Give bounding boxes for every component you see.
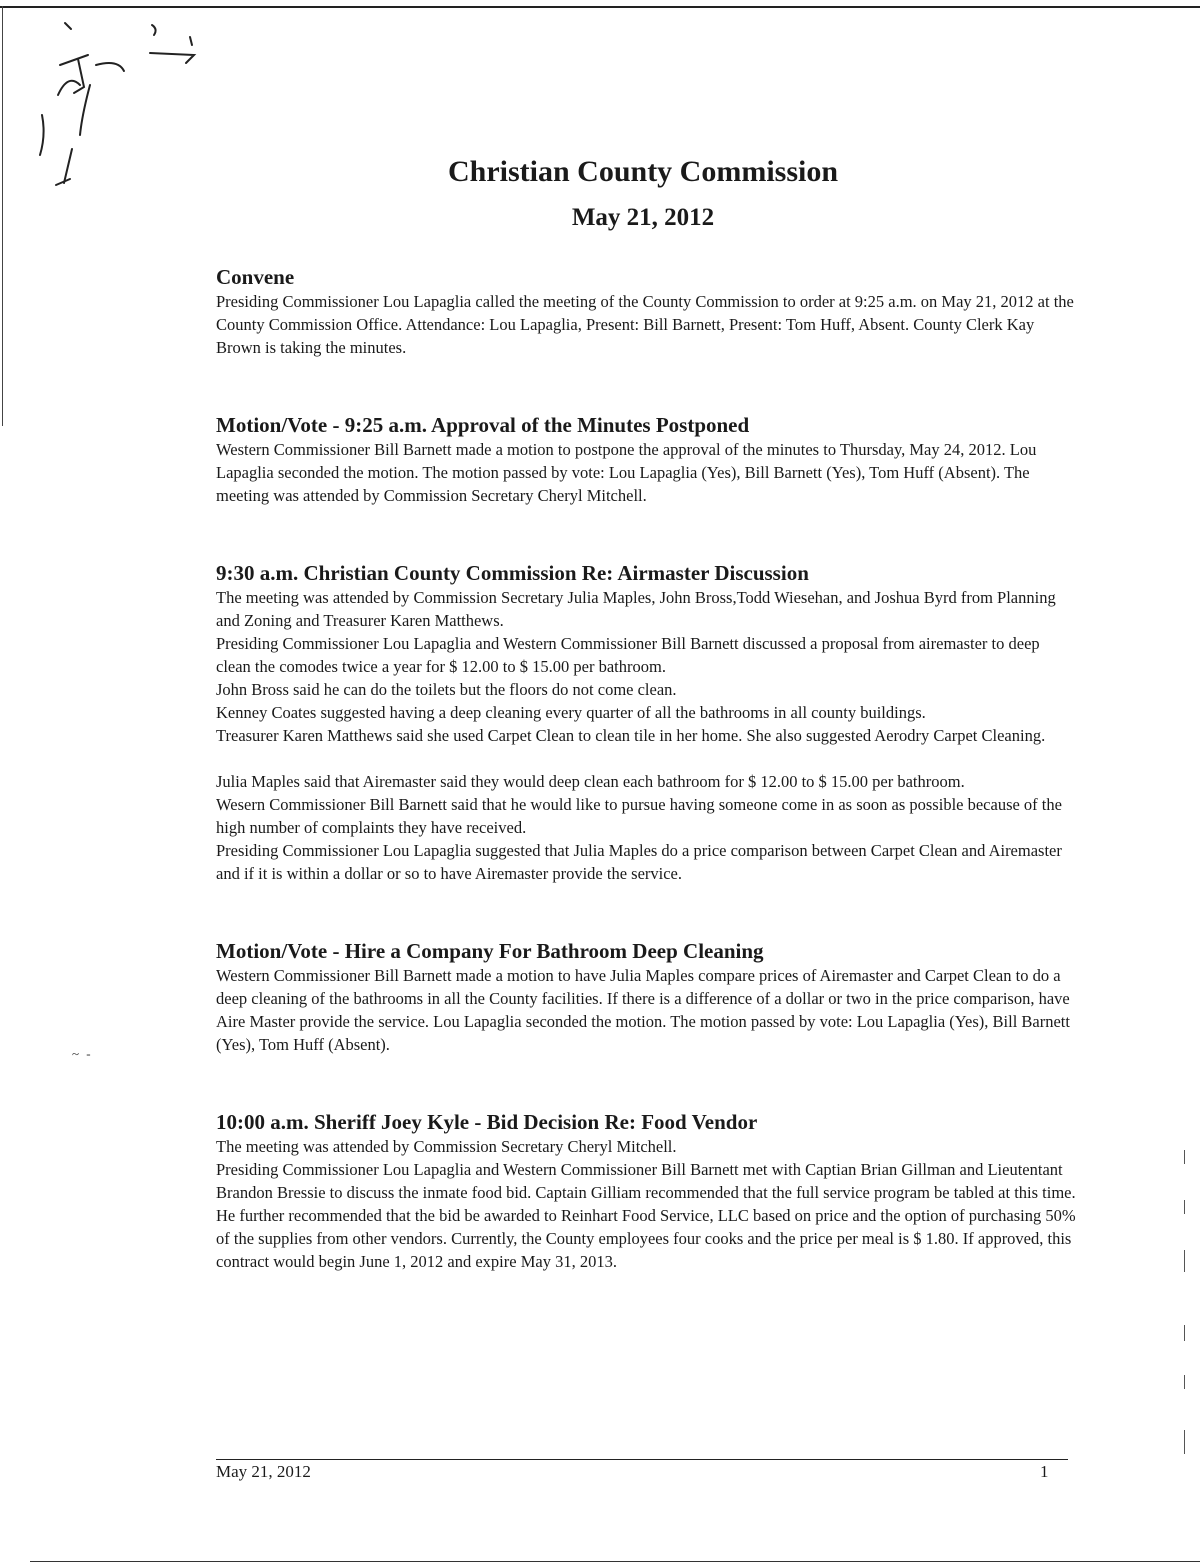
section-paragraph: Presiding Commissioner Lou Lapaglia and Western Commissioner Bill Barnett met with Captian Brian Gillman and Lieutentant Brandon Bressie to discuss the inmate food bid. Captain Gilliam recommended that the full service program be tabled at this time. He further recommended that the bid be awarded to Reinhart Food Service, LLC based on price and the option of purchasing 50% of the supplies from other vendors. Currently, the County employees four cooks and the price per meal is $ 1.80. If approved, this contract would begin June 1, 2012 and expire May 31, 2013. xyxy=(216,1160,1076,1271)
section-paragraph: Presiding Commissioner Lou Lapaglia called the meeting of the County Commission to order at 9:25 a.m. on May 21, 2012 at the County Commission Office. Attendance: Lou Lapaglia, Present: Bill Barnett, Present: Tom Huff, Absent. County Clerk Kay Brown is taking the minutes. xyxy=(216,292,1074,357)
section-heading: 10:00 a.m. Sheriff Joey Kyle - Bid Decision Re: Food Vendor xyxy=(216,1110,758,1134)
footer-rule xyxy=(216,1459,1068,1460)
scan-bottom-border xyxy=(30,1561,1200,1562)
section-paragraph: Presiding Commissioner Lou Lapaglia and Western Commissioner Bill Barnett discussed a proposal from airemaster to deep clean the comodes twice a year for $ 12.00 to $ 15.00 per bathroom. xyxy=(216,634,1040,676)
minutes-body xyxy=(216,264,1076,1273)
section-heading: Motion/Vote - 9:25 a.m. Approval of the Minutes Postponed xyxy=(216,413,750,437)
scan-top-border xyxy=(0,6,1200,8)
section-food-vendor-bid xyxy=(216,1109,1076,1273)
paragraph-spacer xyxy=(216,747,1076,770)
scan-right-ticks xyxy=(1184,1150,1188,1480)
section-paragraph: Kenney Coates suggested having a deep cleaning every quarter of all the bathrooms in all county buildings. xyxy=(216,703,926,722)
section-spacer xyxy=(216,1056,1076,1109)
section-airmaster-discussion xyxy=(216,560,1076,885)
section-paragraph: Western Commissioner Bill Barnett made a motion to postpone the approval of the minutes to Thursday, May 24, 2012. Lou Lapaglia seconded the motion. The motion passed by vote: Lou Lapaglia (Yes), Bill Barnett (Yes), Tom Huff (Absent). The meeting was attended by Commission Secretary Cheryl Mitchell. xyxy=(216,440,1037,505)
document-title: Christian County Commission xyxy=(447,155,839,188)
section-minutes-postponed xyxy=(216,412,1076,507)
section-convene xyxy=(216,264,1076,359)
section-spacer xyxy=(216,359,1076,412)
section-paragraph: Presiding Commissioner Lou Lapaglia suggested that Julia Maples do a price comparison between Carpet Clean and Airemaster and if it is within a dollar or so to have Airemaster provide the service. xyxy=(216,841,1062,883)
section-bathroom-cleaning-motion xyxy=(216,938,1076,1056)
section-paragraph: John Bross said he can do the toilets but the floors do not come clean. xyxy=(216,680,677,699)
section-paragraph: Wesern Commissioner Bill Barnett said that he would like to pursue having someone come in as soon as possible because of the high number of complaints they have received. xyxy=(216,795,1062,837)
document-date: May 21, 2012 xyxy=(571,204,715,231)
section-paragraph: The meeting was attended by Commission Secretary Julia Maples, John Bross,Todd Wiesehan, and Joshua Byrd from Planning and Zoning and Treasurer Karen Matthews. xyxy=(216,588,1056,630)
section-spacer xyxy=(216,885,1076,938)
section-paragraph: Treasurer Karen Matthews said she used Carpet Clean to clean tile in her home. She also suggested Aerodry Carpet Cleaning. xyxy=(216,726,1046,745)
section-paragraph: The meeting was attended by Commission Secretary Cheryl Mitchell. xyxy=(216,1137,677,1156)
section-spacer xyxy=(216,507,1076,560)
section-paragraph: Julia Maples said that Airemaster said they would deep clean each bathroom for $ 12.00 to $ 15.00 per bathroom. xyxy=(216,772,965,791)
page-number: 1 xyxy=(1040,1462,1049,1481)
section-heading: Motion/Vote - Hire a Company For Bathroom Deep Cleaning xyxy=(216,939,764,963)
footer-date: May 21, 2012 xyxy=(216,1462,311,1481)
section-heading: 9:30 a.m. Christian County Commission Re: Airmaster Discussion xyxy=(216,561,809,585)
stray-scan-mark: ~ - xyxy=(72,1046,93,1061)
section-heading: Convene xyxy=(216,265,295,289)
section-paragraph: Western Commissioner Bill Barnett made a motion to have Julia Maples compare prices of Airemaster and Carpet Clean to do a deep cleaning of the bathrooms in all the County facilities. If there is a difference of a dollar or two in the price comparison, have Aire Master provide the service. Lou Lapaglia seconded the motion. The motion passed by vote: Lou Lapaglia (Yes), Bill Barnett (Yes), Tom Huff (Absent). xyxy=(216,966,1070,1054)
